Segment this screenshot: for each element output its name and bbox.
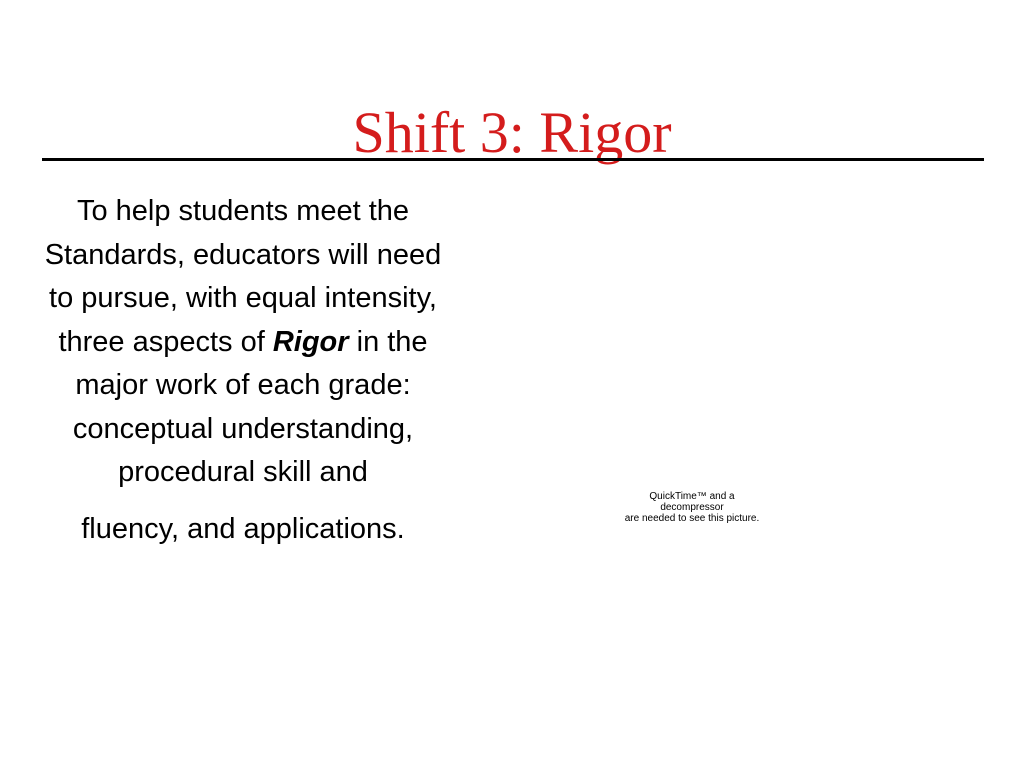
body-text-block [38, 190, 448, 551]
body-last-line: fluency, and applications. [81, 512, 405, 545]
body-text-after-emphasis: in the major work of each grade: conceptual understanding, procedural skill and [72, 325, 428, 488]
body-paragraph [38, 190, 448, 495]
emphasis-word-rigor: Rigor [272, 325, 349, 358]
quicktime-image-placeholder [592, 491, 792, 524]
slide-title: Shift 3: Rigor [352, 100, 672, 165]
placeholder-line-1: QuickTime™ and a [649, 491, 735, 502]
placeholder-line-3: are needed to see this picture. [624, 513, 760, 524]
placeholder-line-2: decompressor [660, 502, 724, 513]
title-underline-divider [42, 158, 984, 161]
body-text-before-emphasis: To help students meet the Standards, educators will need to pursue, with equal intensity, three aspects of [44, 195, 442, 358]
